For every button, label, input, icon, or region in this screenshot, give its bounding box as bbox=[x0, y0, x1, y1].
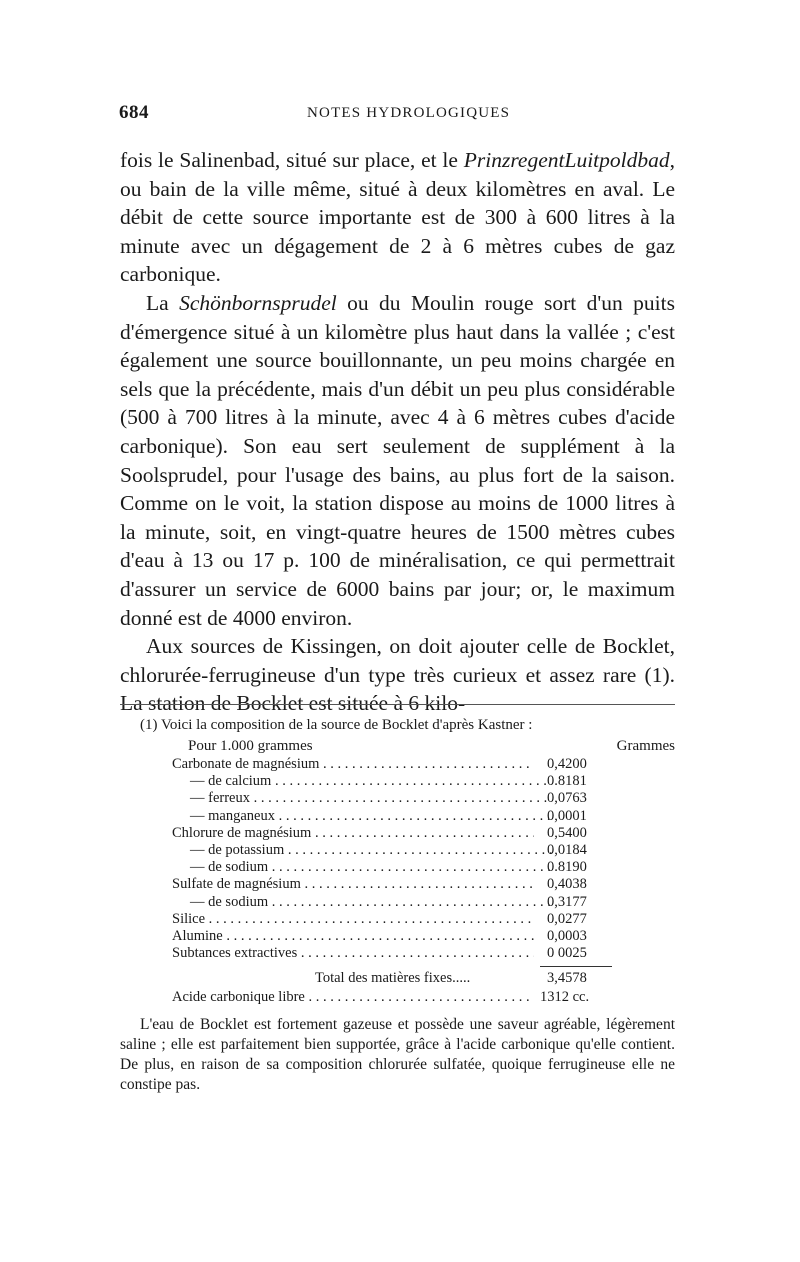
table-row: Alumine . . . 0,0003 bbox=[172, 928, 617, 945]
table-row: Silice . . . 0,0277 bbox=[172, 911, 617, 928]
table-row: — de potassium . . . 0,0184 bbox=[172, 842, 617, 859]
table-row: — de calcium . . . 0.8181 bbox=[172, 773, 617, 790]
acid-label: Acide carbonique libre . . . bbox=[172, 987, 532, 1007]
running-title: NOTES HYDROLOGIQUES bbox=[307, 105, 511, 121]
page-number: 684 bbox=[119, 102, 149, 123]
column-header-basis: Pour 1.000 grammes bbox=[188, 738, 313, 754]
table-row: — ferreux . . . 0,0763 bbox=[172, 790, 617, 807]
emphasis-schonborn: Schönbornsprudel bbox=[179, 290, 337, 315]
composition-table bbox=[172, 756, 617, 962]
running-head bbox=[119, 102, 674, 130]
acid-row bbox=[140, 987, 675, 1007]
paragraph-3: Aux sources de Kissingen, on doit ajouter celle de Bocklet, chlorurée-ferrugineuse d'un type très curieux et assez rare (1). La station de Bocklet est située à 6 kilo- bbox=[120, 634, 675, 716]
paragraph-2: La Schönbornsprudel ou du Moulin rouge sort d'un puits d'émergence situé à un kilomètre plus haut dans la vallée ; c'est également une source bouillonnante, un peu moins chargée en sels que la précédente, mais d'un débit un peu plus considérable (500 à 700 litres à la minute, avec 4 à 6 mètres cubes d'acide carbonique). Son eau sert seulement de supplément à la Soolsprudel, pour l'usage des bains, au plus fort de la saison. Comme on le voit, la station dispose au moins de 1000 litres à la minute, soit, en vingt-quatre heures de 1500 mètres cubes d'eau à 13 ou 17 p. 100 de minéralisation, ce qui permettrait d'assurer un service de 6000 bains par jour; or, le maximum donné est de 4000 environ. bbox=[120, 290, 675, 630]
total-label: Total des matières fixes..... bbox=[315, 970, 471, 987]
footnote-intro: (1) Voici la composition de la source de Bocklet d'après Kastner : bbox=[140, 717, 533, 733]
footnote bbox=[120, 714, 675, 1095]
table-row: Carbonate de magnésium . . . 0,4200 bbox=[172, 756, 617, 773]
composition-table-header bbox=[188, 737, 675, 756]
paragraph-1: fois le Salinenbad, situé sur place, et le PrinzregentLuitpoldbad, ou bain de la ville même, situé à deux kilomètres en aval. Le débit de cette source importante est de 300 à 600 litres à la minute avec un dégagement de 2 à 6 mètres cubes de gaz carbonique. bbox=[120, 148, 675, 287]
table-row: Sulfate de magnésium . . . 0,4038 bbox=[172, 876, 617, 893]
column-header-unit: Grammes bbox=[616, 738, 675, 754]
table-row: Subtances extractives . . . 0 0025 bbox=[172, 945, 617, 962]
table-row: Chlorure de magnésium . . . 0,5400 bbox=[172, 825, 617, 842]
main-text bbox=[120, 146, 675, 718]
table-row: — manganeux . . . 0,0001 bbox=[172, 808, 617, 825]
table-row: — de sodium . . . 0.8190 bbox=[172, 859, 617, 876]
footnote-closing-paragraph: L'eau de Bocklet est fortement gazeuse et possède une saveur agréable, légèrement saline ; elle est parfaitement bien supportée, grâce à l'acide carbonique qu'elle contient. De plus, en raison de sa composition chlorurée sulfatée, quoique ferrugineuse elle ne constipe pas. bbox=[120, 1016, 675, 1094]
emphasis-prinzregent: PrinzregentLuitpoldbad bbox=[463, 148, 670, 172]
total-row bbox=[140, 969, 675, 987]
total-rule bbox=[540, 966, 612, 967]
total-value: 3,4578 bbox=[547, 970, 587, 987]
table-row: — de sodium . . . 0,3177 bbox=[172, 894, 617, 911]
footnote-separator bbox=[120, 704, 675, 705]
acid-value: 1312 cc. bbox=[540, 989, 590, 1006]
